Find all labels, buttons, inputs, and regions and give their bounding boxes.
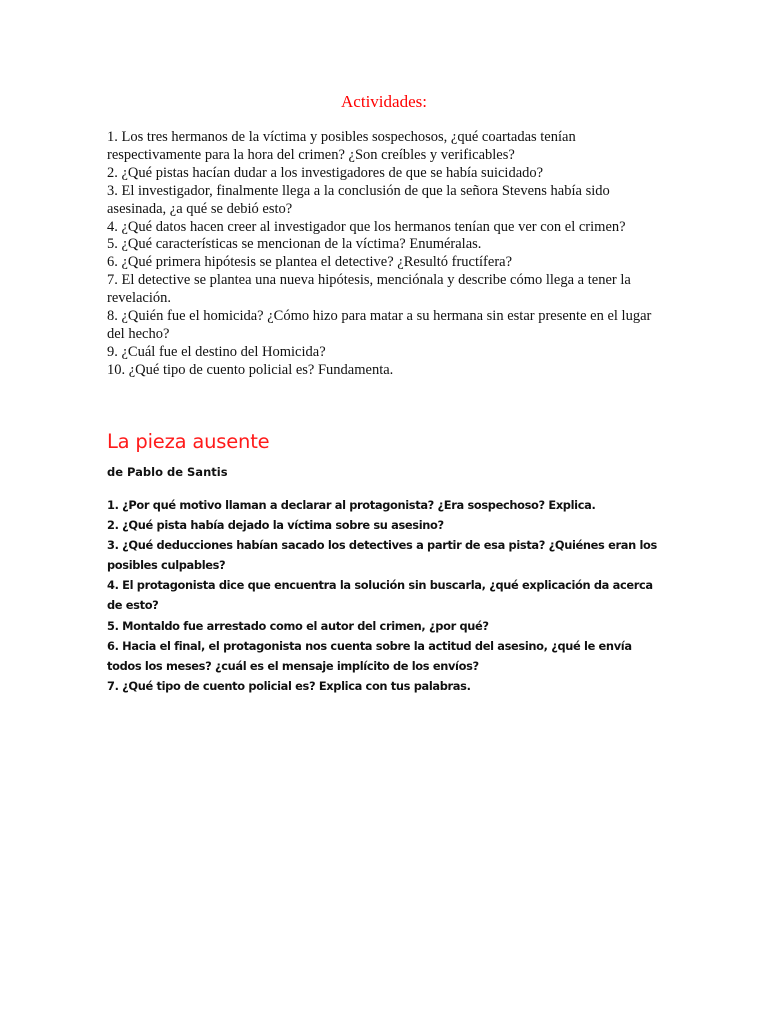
list-item: 7. ¿Qué tipo de cuento policial es? Explica con tus palabras. <box>107 678 471 693</box>
story-title: La pieza ausente <box>107 430 270 453</box>
list-item: 3. El investigador, finalmente llega a la conclusión de que la señora Stevens había sido asesinada, ¿a qué se debió esto? <box>107 182 610 217</box>
story-author: de Pablo de Santis <box>107 465 228 479</box>
activities-question-list <box>107 129 667 380</box>
list-item: 2. ¿Qué pista había dejado la víctima sobre su asesino? <box>107 518 444 533</box>
story-question-list <box>107 495 667 696</box>
list-item: 4. ¿Qué datos hacen creer al investigador que los hermanos tenían que ver con el crimen? <box>107 218 626 235</box>
list-item: 10. ¿Qué tipo de cuento policial es? Fundamenta. <box>107 361 394 378</box>
activities-title: Actividades: <box>341 92 427 111</box>
list-item: 7. El detective se plantea una nueva hipótesis, menciónala y describe cómo llega a tener la revelación. <box>107 272 631 307</box>
list-item: 6. ¿Qué primera hipótesis se plantea el detective? ¿Resultó fructífera? <box>107 254 513 271</box>
list-item: 9. ¿Cuál fue el destino del Homicida? <box>107 343 326 360</box>
list-item: 1. ¿Por qué motivo llaman a declarar al protagonista? ¿Era sospechoso? Explica. <box>107 498 596 512</box>
list-item: 2. ¿Qué pistas hacían dudar a los investigadores de que se había suicidado? <box>107 164 544 181</box>
list-item: 8. ¿Quién fue el homicida? ¿Cómo hizo para matar a su hermana sin estar presente en el lugar del hecho? <box>107 308 652 342</box>
list-item: 1. Los tres hermanos de la víctima y posibles sospechosos, ¿qué coartadas tenían respectivamente para la hora del crimen? ¿Son creíbles y verificables? <box>107 129 576 163</box>
list-item: 5. ¿Qué características se mencionan de la víctima? Enuméralas. <box>107 236 482 253</box>
list-item: 5. Montaldo fue arrestado como el autor del crimen, ¿por qué? <box>107 618 489 633</box>
list-item: 4. El protagonista dice que encuentra la solución sin buscarla, ¿qué explicación da acerca de esto? <box>107 578 653 613</box>
list-item: 3. ¿Qué deducciones habían sacado los detectives a partir de esa pista? ¿Quiénes eran los posibles culpables? <box>107 538 657 573</box>
list-item: 6. Hacia el final, el protagonista nos cuenta sobre la actitud del asesino, ¿qué le envía todos los meses? ¿cuál es el mensaje implícito de los envíos? <box>107 638 632 673</box>
